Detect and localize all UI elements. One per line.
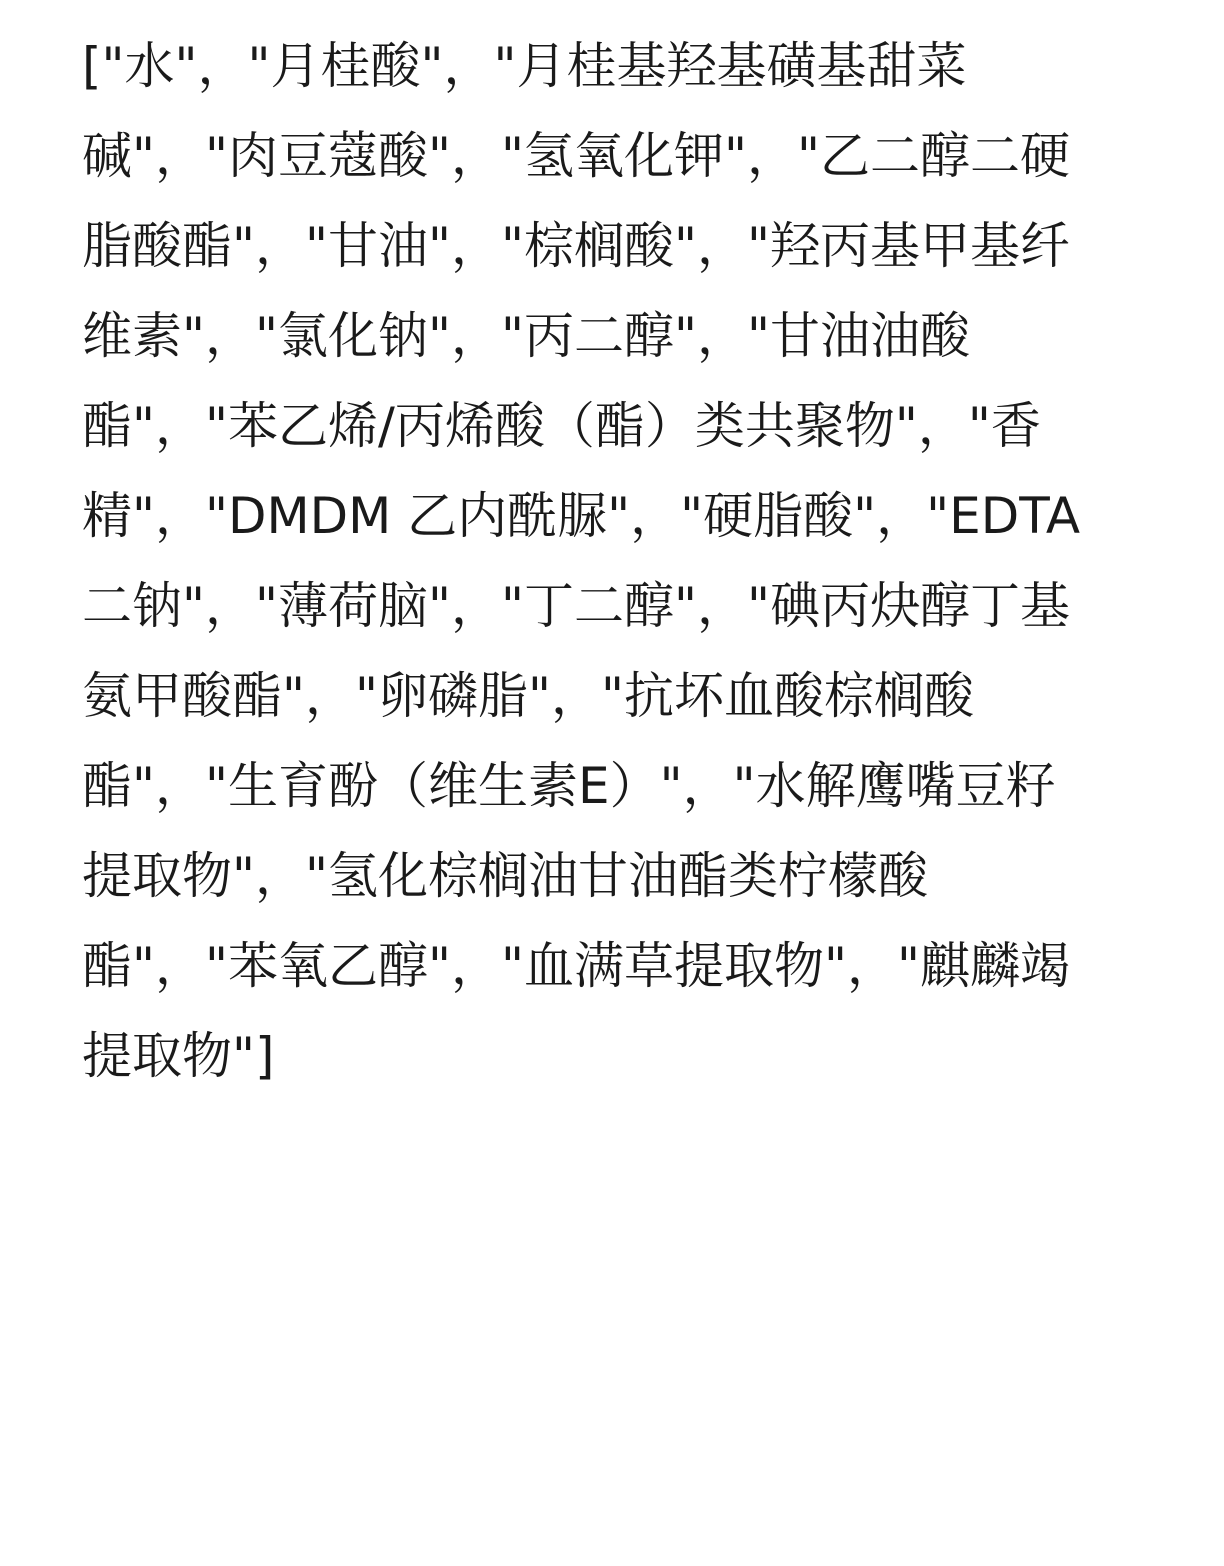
- ingredient-list: [82, 32, 1142, 1112]
- text-line: 提取物"，"氢化棕榈油甘油酯类柠檬酸: [82, 847, 928, 905]
- text-line: ["水"，"月桂酸"，"月桂基羟基磺基甜菜: [82, 37, 967, 95]
- text-line: 氨甲酸酯"，"卵磷脂"，"抗坏血酸棕榈酸: [82, 667, 974, 725]
- text-line: 提取物"]: [82, 1027, 275, 1085]
- text-line: 脂酸酯"，"甘油"，"棕榈酸"，"羟丙基甲基纤: [82, 217, 1070, 275]
- text-line: 碱"，"肉豆蔻酸"，"氢氧化钾"，"乙二醇二硬: [82, 127, 1070, 185]
- text-line: 维素"，"氯化钠"，"丙二醇"，"甘油油酸: [82, 307, 970, 365]
- text-line: 二钠"，"薄荷脑"，"丁二醇"，"碘丙炔醇丁基: [82, 577, 1070, 635]
- text-line: 酯"，"苯氧乙醇"，"血满草提取物"，"麒麟竭: [82, 937, 1070, 995]
- text-line: 精"，"DMDM 乙内酰脲"，"硬脂酸"，"EDTA: [82, 487, 1081, 545]
- text-line: 酯"，"生育酚（维生素E）"，"水解鹰嘴豆籽: [82, 757, 1056, 815]
- text-line: 酯"，"苯乙烯/丙烯酸（酯）类共聚物"，"香: [82, 397, 1041, 455]
